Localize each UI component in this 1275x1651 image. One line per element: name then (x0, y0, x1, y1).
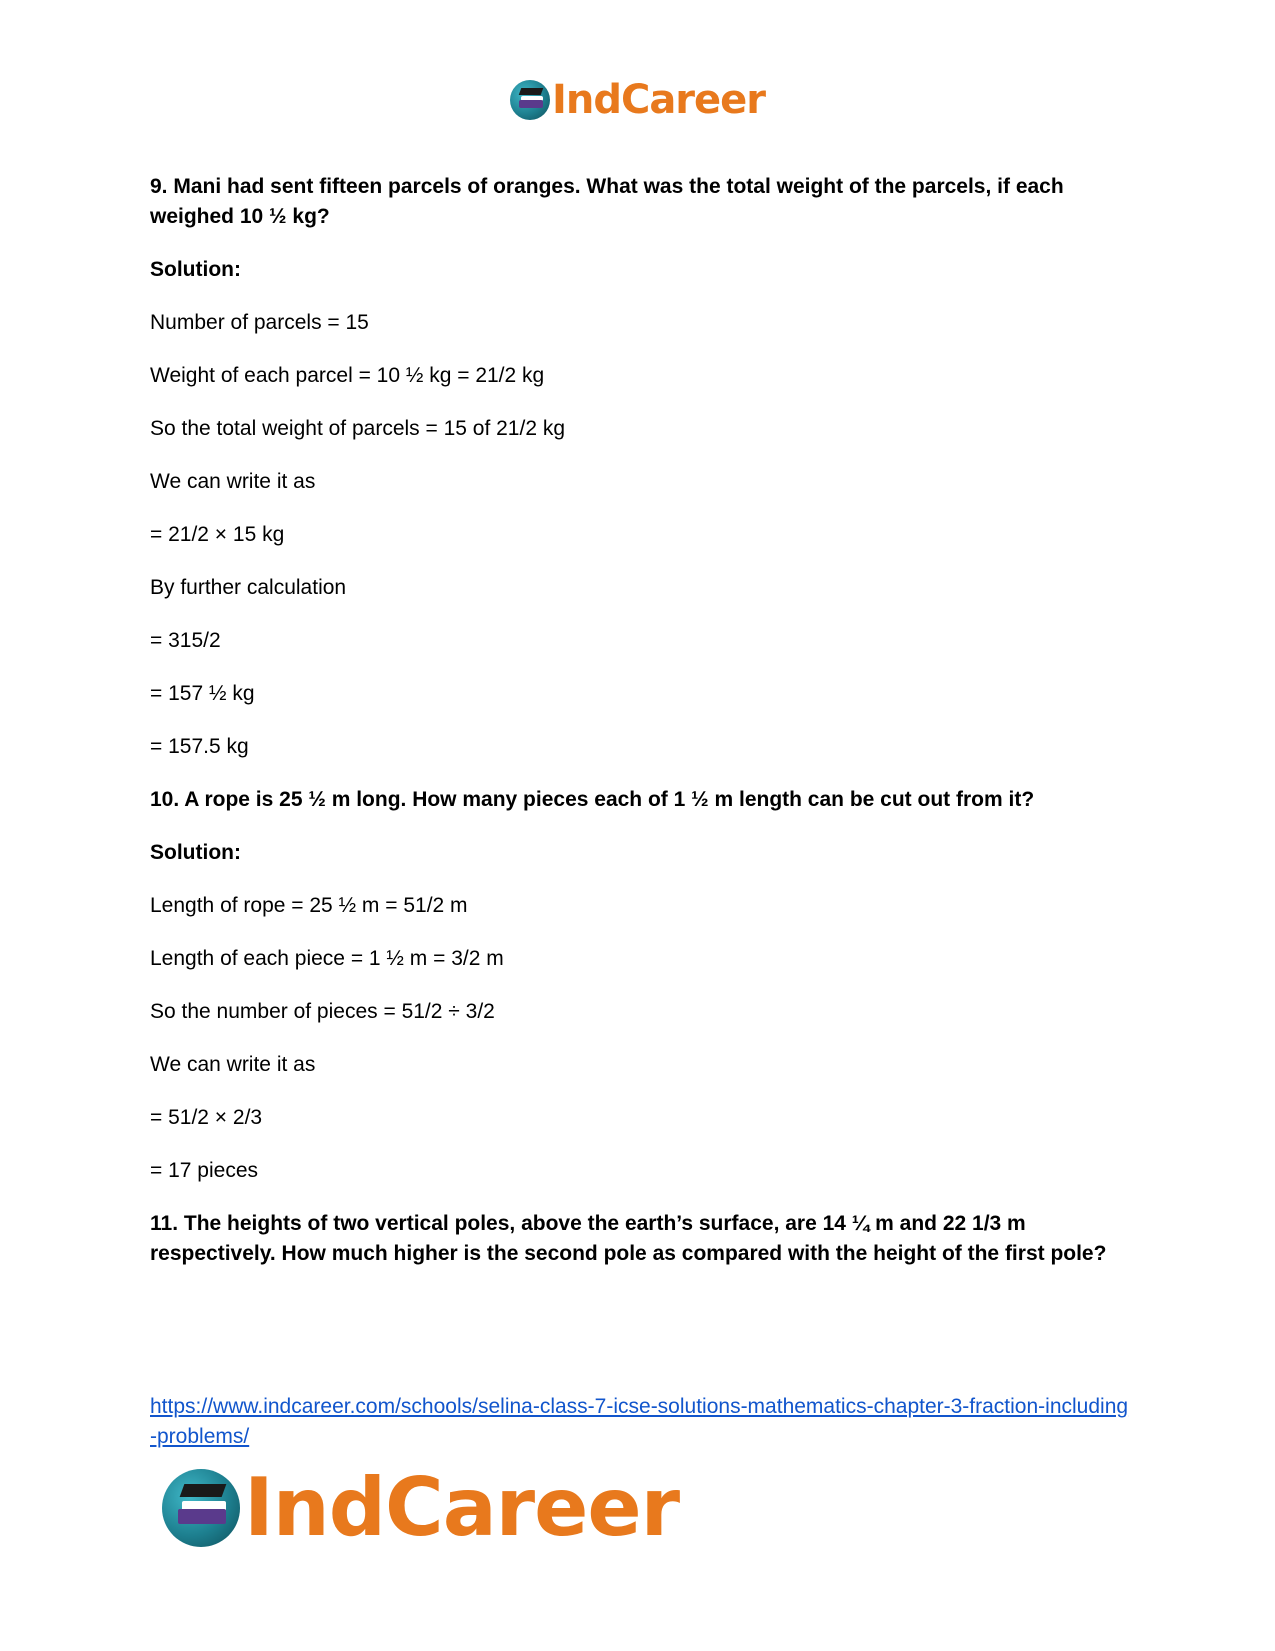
solution-line: = 17 pieces (150, 1159, 258, 1182)
solution-line: So the total weight of parcels = 15 of 21/2 kg (150, 417, 566, 440)
graduation-cap-book-icon (510, 80, 550, 120)
solution-line: = 157 ½ kg (150, 682, 255, 705)
question-9: 9. Mani had sent fifteen parcels of oranges. What was the total weight of the parcels, if each weighed 10 ½ kg? (150, 175, 1064, 228)
logo-text: IndCareer (244, 1461, 680, 1554)
solution-label-10: Solution: (150, 841, 241, 864)
indcareer-logo (510, 77, 766, 123)
logo-text: IndCareer (551, 77, 766, 123)
footer-logo-area (162, 1461, 680, 1554)
solution-line: = 21/2 × 15 kg (150, 523, 285, 546)
solution-line: By further calculation (150, 576, 347, 599)
solution-line: Weight of each parcel = 10 ½ kg = 21/2 kg (150, 364, 545, 387)
solution-line: = 157.5 kg (150, 735, 249, 758)
footer-link-area (150, 1392, 1130, 1452)
question-10: 10. A rope is 25 ½ m long. How many pieces each of 1 ½ m length can be cut out from it? (150, 788, 1035, 811)
solution-line: Number of parcels = 15 (150, 311, 369, 334)
question-11: 11. The heights of two vertical poles, above the earth’s surface, are 14 ¼ m and 22 1/3 m respectively. How much higher is the second pole as compared with the height of the first pole? (150, 1212, 1107, 1265)
graduation-cap-book-icon (162, 1469, 240, 1547)
document-content (150, 172, 1130, 1292)
solution-line: Length of rope = 25 ½ m = 51/2 m (150, 894, 468, 917)
source-link[interactable]: https://www.indcareer.com/schools/selina-class-7-icse-solutions-mathematics-chapter-3-fraction-including-problems/ (150, 1395, 1129, 1448)
solution-label-9: Solution: (150, 258, 241, 281)
solution-line: We can write it as (150, 470, 316, 493)
solution-line: So the number of pieces = 51/2 ÷ 3/2 (150, 1000, 495, 1023)
solution-line: Length of each piece = 1 ½ m = 3/2 m (150, 947, 504, 970)
solution-line: = 315/2 (150, 629, 221, 652)
solution-line: = 51/2 × 2/3 (150, 1106, 263, 1129)
header-logo-area (0, 77, 1275, 123)
solution-line: We can write it as (150, 1053, 316, 1076)
indcareer-logo-large (162, 1461, 680, 1554)
